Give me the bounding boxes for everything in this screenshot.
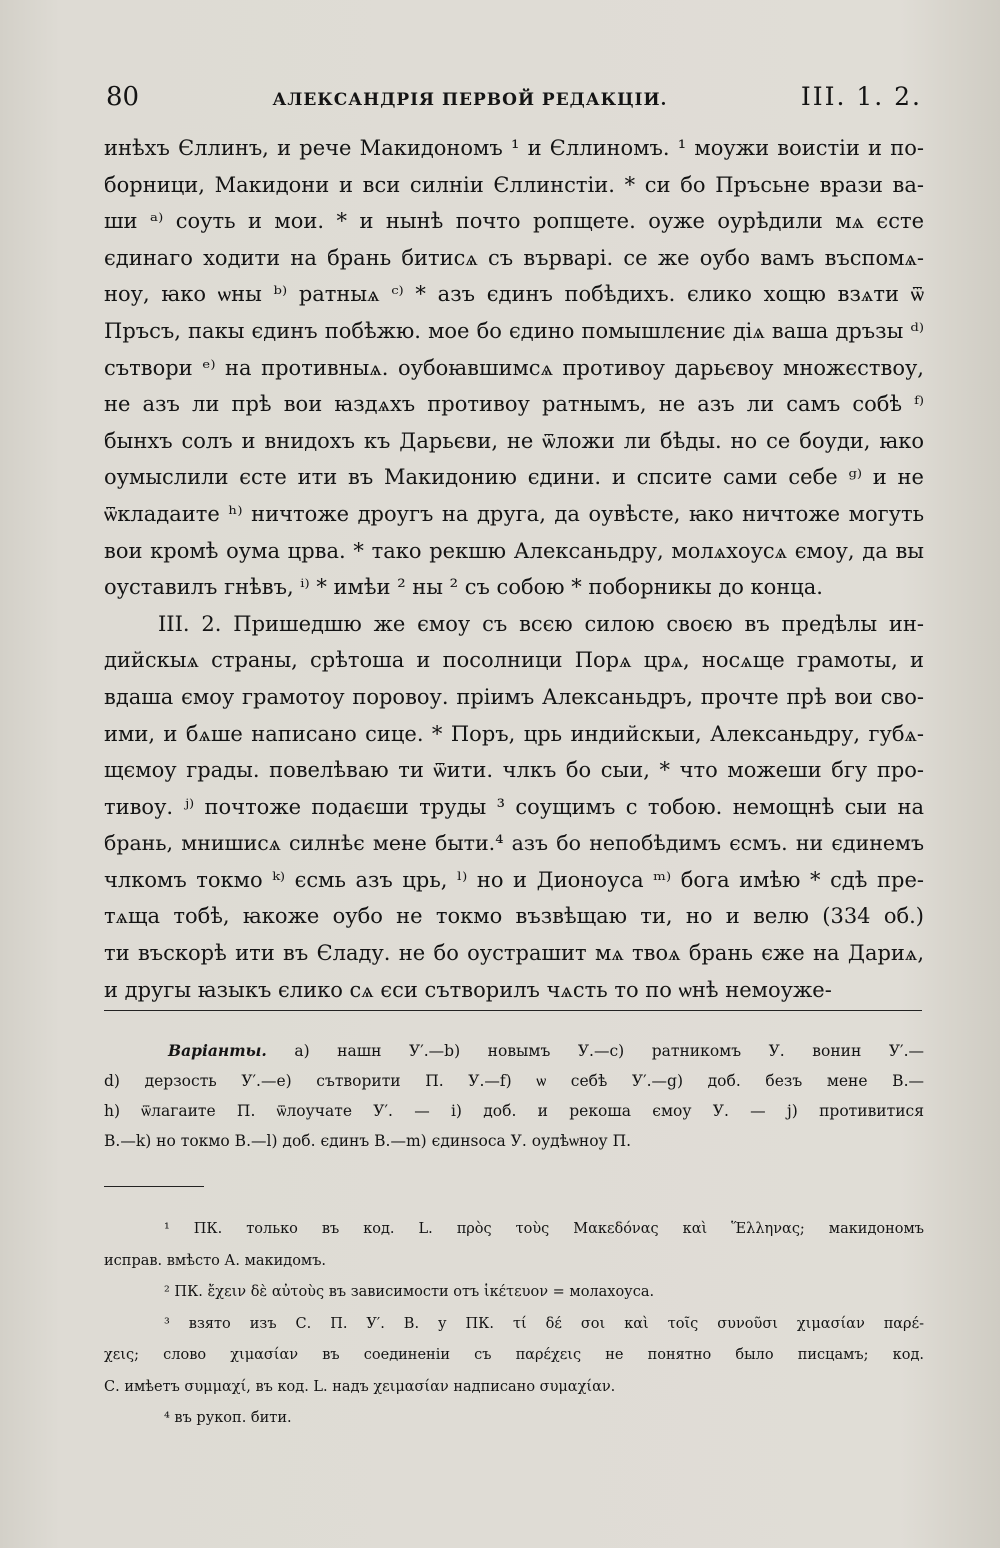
variants-line: h) ѿлагаите П. ѿлоучате У′. — i) доб. и рекоша ємоу У. — j) противитися [104,1102,924,1120]
text-line: III. 2. Пришедшю же ємоу съ всєю силою своєю въ предѣлы ин- [158,611,924,636]
text-line: тивоу. ʲ⁾ почтоже подаєши труды ³ соущимъ с тобою. немощнѣ сыи на [104,794,924,819]
variants-line [104,1036,924,1066]
footnote-line: исправ. вмѣсто А. макидомъ. [104,1252,327,1269]
text-line: бынхъ солъ и внидохъ къ Дарьєви, не ѿложи ли бѣды. но се боуди, ꙗко [104,428,924,453]
text-line: вои кромѣ оума црва. * тако рекшю Алексаньдру, молѧхоусѧ ємоу, да вы [104,538,924,563]
variants-apparatus [104,1036,924,1156]
footnotes [104,1214,924,1435]
text-line: члкомъ токмо ᵏ⁾ єсмь азъ црь, ˡ⁾ но и Дионоуса ᵐ⁾ бога имѣю * сдѣ пре- [104,867,924,892]
footnote-line: С. имѣетъ συμμαχί, въ код. L. надъ χειμασίαν надписано συμαχίαν. [104,1378,616,1395]
text-line: Пръсъ, пакы єдинъ побѣжю. мое бо єдино помышлєниє діѧ ваша дръзы ᵈ⁾ [104,318,924,343]
footnote-line: χεις; слово χιμασίαν въ соединеніи съ παρέχεις не понятно было писцамъ; код. [104,1347,924,1363]
text-line: не азъ ли прѣ вои ꙗздѧхъ противоу ратнымъ, не азъ ли самъ собѣ ᶠ⁾ [104,392,924,417]
page-header [106,82,922,116]
text-line: щємоу грады. повелѣваю ти ѿити. члкъ бо сыи, * что можеши бгу про- [104,758,924,783]
footnote-line: ² ПК. ἔχειν δὲ αὐτοὺς въ зависимости отъ ἱκέτευον = молахоуса. [164,1284,655,1300]
text-line: оуставилъ гнѣвъ, ⁱ⁾ * имѣи ² ны ² съ собою * поборникы до конца. [104,575,823,600]
footnote-line: ⁴ въ рукоп. бити. [164,1410,292,1426]
text-line: ти въскорѣ ити въ Єладу. не бо оустрашит мѧ твоѧ брань єже на Дариѧ, [104,941,924,966]
text-line: вдаша ємоу грамотоу поровоу. пріимъ Алексаньдръ, прочте прѣ вои сво- [104,684,924,709]
variants-line: d) дерзость У′.—e) сътворити П. У.—f) ѡ себѣ У′.—g) доб. безъ мене В.— [104,1072,924,1090]
text-line: тѧща тобѣ, ꙗкоже оубо не токмо възвѣщаю ти, но и велю (334 об.) [104,904,924,929]
text-line: ши ᵃ⁾ соуть и мои. * и нынѣ почто ропщете. оуже оурѣдили мѧ єсте [104,209,924,234]
variants-line: В.—k) но токмо В.—l) доб. єдинъ В.—m) єдинsocа У. оудѣѡноу П. [104,1132,632,1150]
variants-label: Варіанты. [168,1041,267,1060]
main-text [104,130,924,1008]
footnote-line: ¹ ПК. только въ код. L. πρὸς τοὺς Μακεδόνας καὶ Ἕλληνας; макидономъ [164,1221,924,1237]
text-line: сътвори ᵉ⁾ на противныѧ. оубоꙗвшимсѧ противоу дарьєвоу множєствоу, [104,355,924,380]
page-number: 80 [106,82,140,112]
text-line: инѣхъ Єллинъ, и рече Макидономъ ¹ и Єллиномъ. ¹ моужи воистіи и по- [104,136,924,160]
text-line: брань, мнишисѧ силнѣє мене быти.⁴ азъ бо непобѣдимъ єсмъ. ни єдинемъ [104,831,924,856]
text-line: ноу, ꙗко ѡны ᵇ⁾ ратныѧ ᶜ⁾ * азъ єдинъ побѣдихъ. єлико хощю взѧти ѿ [104,282,924,307]
text-line: борници, Макидони и вси силніи Єллинстіи. * си бо Пръсьне врази ва- [104,172,924,197]
footnote-divider [104,1186,204,1187]
footnote-line: ³ взято изъ С. П. У′. В. у ПК. τί δέ σοι καὶ τοῖς συνοῦσι χιμασίαν παρέ- [164,1315,924,1332]
text-line: ѿкладаите ʰ⁾ ничтоже дроугъ на друга, да оувѣсте, ꙗко ничтоже могуть [104,501,924,526]
text-line: ими, и бѧше написано сице. * Поръ, црь индийскыи, Алексаньдру, губѧ- [104,721,924,746]
text-line: дийскыѧ страны, срѣтоша и посолници Порѧ црѧ, носѧще грамоты, и [104,648,924,673]
text-line: и другы ꙗзыкъ єлико сѧ єси сътворилъ чѧсть то по ѡнѣ немоуже- [104,977,832,1002]
variants-text: а) нашн У′.—b) новымъ У.—c) ратникомъ У. вонин У′.— [294,1042,924,1060]
main-divider [104,1010,922,1011]
section-reference: III. 1. 2. [800,82,922,111]
text-line: єдинаго ходити на брань битисѧ съ върварі. се же оубо вамъ въспомѧ- [104,245,924,270]
text-line: оумыслили єсте ити въ Макидонию єдини. и спсите сами себе ᵍ⁾ и не [104,465,924,490]
running-title: АЛЕКСАНДРІЯ ПЕРВОЙ РЕДАКЦІИ. [272,90,668,110]
